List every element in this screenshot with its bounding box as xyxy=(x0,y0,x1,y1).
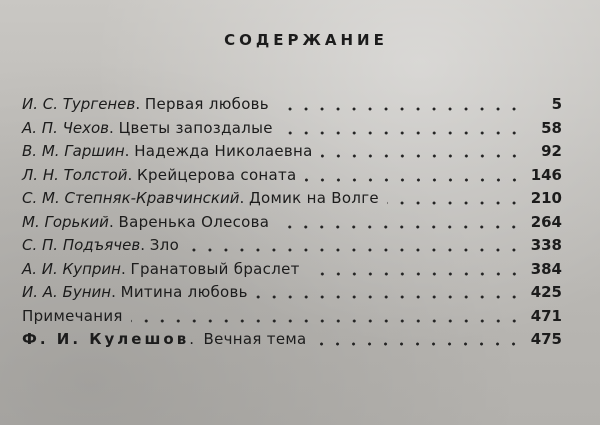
dot-leader xyxy=(321,154,522,158)
dot-leader xyxy=(387,201,522,205)
toc-title: Надежда Николаевна xyxy=(134,142,313,160)
page-title: СОДЕРЖАНИЕ xyxy=(224,31,388,49)
toc-page-number: 5 xyxy=(551,95,562,113)
toc-page-number: 210 xyxy=(530,189,562,207)
toc-author: А. И. Куприн xyxy=(22,259,121,278)
dot-leader xyxy=(308,272,522,276)
toc-entry: И. А. Бунин . Митина любовь 425 xyxy=(22,281,562,305)
toc-page-number: 58 xyxy=(541,118,562,137)
toc-page-number: 471 xyxy=(530,306,562,325)
dot-leader xyxy=(256,295,522,299)
dot-leader xyxy=(131,319,522,323)
dot-leader xyxy=(281,131,522,135)
toc-author: И. А. Бунин xyxy=(22,283,112,301)
toc-author: М. Горький xyxy=(22,212,109,231)
dot-leader xyxy=(187,248,522,252)
toc-author: Ф. И. Кулешов xyxy=(22,330,190,348)
toc-title: Гранатовый браслет xyxy=(130,259,300,278)
toc-title: Цветы запоздалые xyxy=(118,118,273,137)
toc-author: С. М. Степняк-Кравчинский xyxy=(22,189,240,207)
toc-entry: М. Горький . Варенька Олесова 264 xyxy=(22,211,562,235)
toc-page-number: 384 xyxy=(530,259,562,278)
toc-entry: Л. Н. Толстой . Крейцерова соната 146 xyxy=(22,164,562,188)
toc-title: Первая любовь xyxy=(144,95,269,113)
toc-entry: И. С. Тургенев . Первая любовь 5 xyxy=(22,93,562,117)
toc-title: Домик на Волге xyxy=(249,189,379,207)
toc-title: Крейцерова соната xyxy=(137,165,297,184)
dot-leader xyxy=(314,342,522,346)
toc-author: В. М. Гаршин xyxy=(22,142,125,160)
dot-leader xyxy=(305,178,522,182)
toc-page-number: 475 xyxy=(530,330,562,348)
dot-leader xyxy=(277,107,522,111)
toc-page-number: 425 xyxy=(530,283,562,301)
toc-author: Л. Н. Толстой xyxy=(22,165,128,184)
toc-page-number: 92 xyxy=(541,142,562,160)
table-of-contents xyxy=(22,93,562,352)
toc-entry: Ф. И. Кулешов . Вечная тема 475 xyxy=(22,328,562,352)
toc-author: С. П. Подъячев xyxy=(22,236,141,254)
toc-entry: С. М. Степняк-Кравчинский . Домик на Волге 210 xyxy=(22,187,562,211)
toc-author: А. П. Чехов xyxy=(22,118,110,137)
toc-page-number: 338 xyxy=(530,236,562,254)
toc-page-number: 264 xyxy=(530,212,562,231)
toc-author: И. С. Тургенев xyxy=(22,95,136,113)
toc-entry: В. М. Гаршин . Надежда Николаевна 92 xyxy=(22,140,562,164)
toc-title: Митина любовь xyxy=(120,283,248,301)
toc-title: Зло xyxy=(149,236,180,254)
dot-leader xyxy=(277,225,522,229)
toc-entry-notes xyxy=(22,305,562,329)
toc-entry: А. П. Чехов . Цветы запоздалые 58 xyxy=(22,117,562,141)
toc-entry: С. П. Подъячев . Зло 338 xyxy=(22,234,562,258)
toc-title: Вечная тема xyxy=(203,330,307,348)
toc-page-number: 146 xyxy=(530,165,562,184)
toc-title: Примечания xyxy=(22,306,123,325)
toc-entry: А. И. Куприн . Гранатовый браслет 384 xyxy=(22,258,562,282)
toc-title: Варенька Олесова xyxy=(118,212,270,231)
